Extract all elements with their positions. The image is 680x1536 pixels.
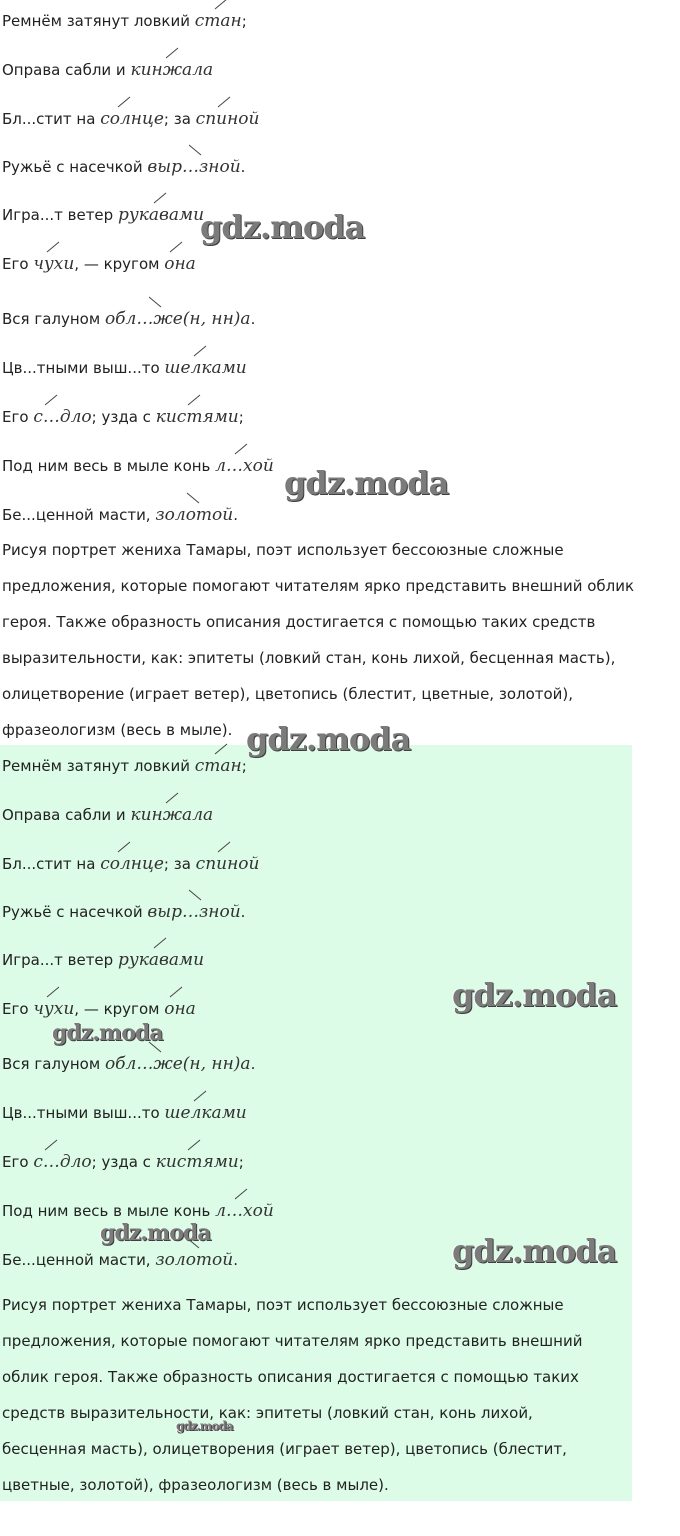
stress-arrow-icon	[192, 1090, 208, 1102]
stress-arrow-icon	[213, 743, 229, 755]
poem-line: Его с…дло; узда с кистями;	[2, 1151, 244, 1173]
stress-arrow-icon	[45, 241, 61, 253]
stress-word: выр…зной	[147, 902, 240, 922]
stress-word: с…дло	[33, 407, 91, 427]
poem-line: Цв...тными выш...то шелками	[2, 1102, 247, 1124]
analysis-paragraph: Рисуя портрет жениха Тамары, поэт использует бессоюзные сложные предложения, которые помогают читателям ярко представить внешний облик героя. Также образность описания достигается с помощью таких средств выразительности, как: эпитеты (ловкий стан, конь лихой, бесценная масть), олицетворения (играет ветер), цветопись (блестит, цветные, золотой), фразеологизм (весь в мыле).	[2, 1296, 583, 1494]
stress-arrow-icon	[187, 144, 203, 156]
stress-arrow-icon	[186, 1139, 202, 1151]
stress-arrow-icon	[116, 96, 132, 108]
poem-line: Игра...т ветер рукавами	[2, 949, 204, 971]
poem-line: Игра...т ветер рукавами	[2, 204, 204, 226]
poem-line: Бе...ценной масти, золотой.	[2, 504, 238, 526]
poem-line: Его с…дло; узда с кистями;	[2, 406, 244, 428]
stress-arrow-icon	[168, 241, 184, 253]
stress-word: рукавами	[118, 205, 204, 225]
stress-word: стан	[195, 11, 242, 31]
stress-word: с…дло	[33, 1152, 91, 1172]
stress-word: кистями	[156, 407, 239, 427]
watermark: gdz.moda	[284, 464, 449, 502]
watermark: gdz.moda	[452, 976, 617, 1014]
stress-word: золотой	[155, 505, 233, 525]
poem-line: Оправа сабли и кинжала	[2, 804, 213, 826]
stress-arrow-icon	[43, 1139, 59, 1151]
watermark: gdz.moda	[176, 1419, 233, 1433]
stress-arrow-icon	[213, 0, 229, 10]
poem-line: Ремнём затянут ловкий стан;	[2, 10, 247, 32]
stress-word: чухи	[33, 254, 74, 274]
watermark: gdz.moda	[452, 1232, 617, 1270]
poem-line: Ремнём затянут ловкий стан;	[2, 755, 247, 777]
stress-word: стан	[195, 756, 242, 776]
poem-line: Бл...стит на солнце; за спиной	[2, 853, 259, 875]
poem-line: Цв...тными выш...то шелками	[2, 357, 247, 379]
stress-arrow-icon	[233, 443, 249, 455]
poem-line: Бл...стит на солнце; за спиной	[2, 108, 259, 130]
analysis-paragraph: Рисуя портрет жениха Тамары, поэт использует бессоюзные сложные предложения, которые помогают читателям ярко представить внешний облик героя. Также образность описания достигается с помощью таких средств выразительности, как: эпитеты (ловкий стан, конь лихой, бесценная масть), олицетворение (играет ветер), цветопись (блестит, цветные, золотой), фразеологизм (весь в мыле).	[2, 541, 635, 739]
stress-arrow-icon	[216, 96, 232, 108]
stress-arrow-icon	[186, 394, 202, 406]
stress-arrow-icon	[43, 394, 59, 406]
stress-word: кинжала	[130, 60, 213, 80]
stress-arrow-icon	[233, 1188, 249, 1200]
stress-arrow-icon	[164, 792, 180, 804]
poem-line: Ружьё с насечкой выр…зной.	[2, 901, 245, 923]
poem-line: Ружьё с насечкой выр…зной.	[2, 156, 245, 178]
stress-arrow-icon	[164, 47, 180, 59]
stress-arrow-icon	[116, 841, 132, 853]
poem-line: Под ним весь в мыле конь л…хой	[2, 1200, 274, 1222]
watermark: gdz.moda	[100, 1220, 211, 1246]
watermark: gdz.moda	[200, 208, 365, 246]
stress-arrow-icon	[187, 889, 203, 901]
stress-word: шелками	[164, 1103, 246, 1123]
poem-line: Бе...ценной масти, золотой.	[2, 1249, 238, 1271]
stress-arrow-icon	[168, 986, 184, 998]
poem-line: Его чухи, — кругом она	[2, 998, 196, 1020]
poem-line: Оправа сабли и кинжала	[2, 59, 213, 81]
stress-arrow-icon	[152, 192, 168, 204]
stress-word: кинжала	[130, 805, 213, 825]
stress-word: она	[164, 254, 196, 274]
stress-arrow-icon	[192, 345, 208, 357]
poem-line: Вся галуном обл…же(н, нн)а.	[2, 308, 255, 330]
stress-word: она	[164, 999, 196, 1019]
stress-word: чухи	[33, 999, 74, 1019]
stress-word: выр…зной	[147, 157, 240, 177]
poem-line: Под ним весь в мыле конь л…хой	[2, 455, 274, 477]
stress-word: шелками	[164, 358, 246, 378]
stress-word: кистями	[156, 1152, 239, 1172]
watermark: gdz.moda	[246, 720, 411, 758]
stress-word: солнце	[100, 854, 164, 874]
stress-word: спиной	[196, 109, 260, 129]
poem-line: Вся галуном обл…же(н, нн)а.	[2, 1053, 255, 1075]
stress-word: обл…же(н, нн)а	[105, 1054, 251, 1074]
stress-arrow-icon	[45, 986, 61, 998]
poem-line: Его чухи, — кругом она	[2, 253, 196, 275]
stress-word: л…хой	[215, 1201, 274, 1221]
stress-word: солнце	[100, 109, 164, 129]
stress-word: золотой	[155, 1250, 233, 1270]
watermark: gdz.moda	[52, 1020, 163, 1046]
stress-word: рукавами	[118, 950, 204, 970]
stress-arrow-icon	[216, 841, 232, 853]
stress-arrow-icon	[147, 296, 163, 308]
stress-arrow-icon	[185, 492, 201, 504]
stress-arrow-icon	[152, 937, 168, 949]
stress-word: спиной	[196, 854, 260, 874]
stress-word: л…хой	[215, 456, 274, 476]
stress-word: обл…же(н, нн)а	[105, 309, 251, 329]
answer-block-2	[0, 745, 632, 1501]
